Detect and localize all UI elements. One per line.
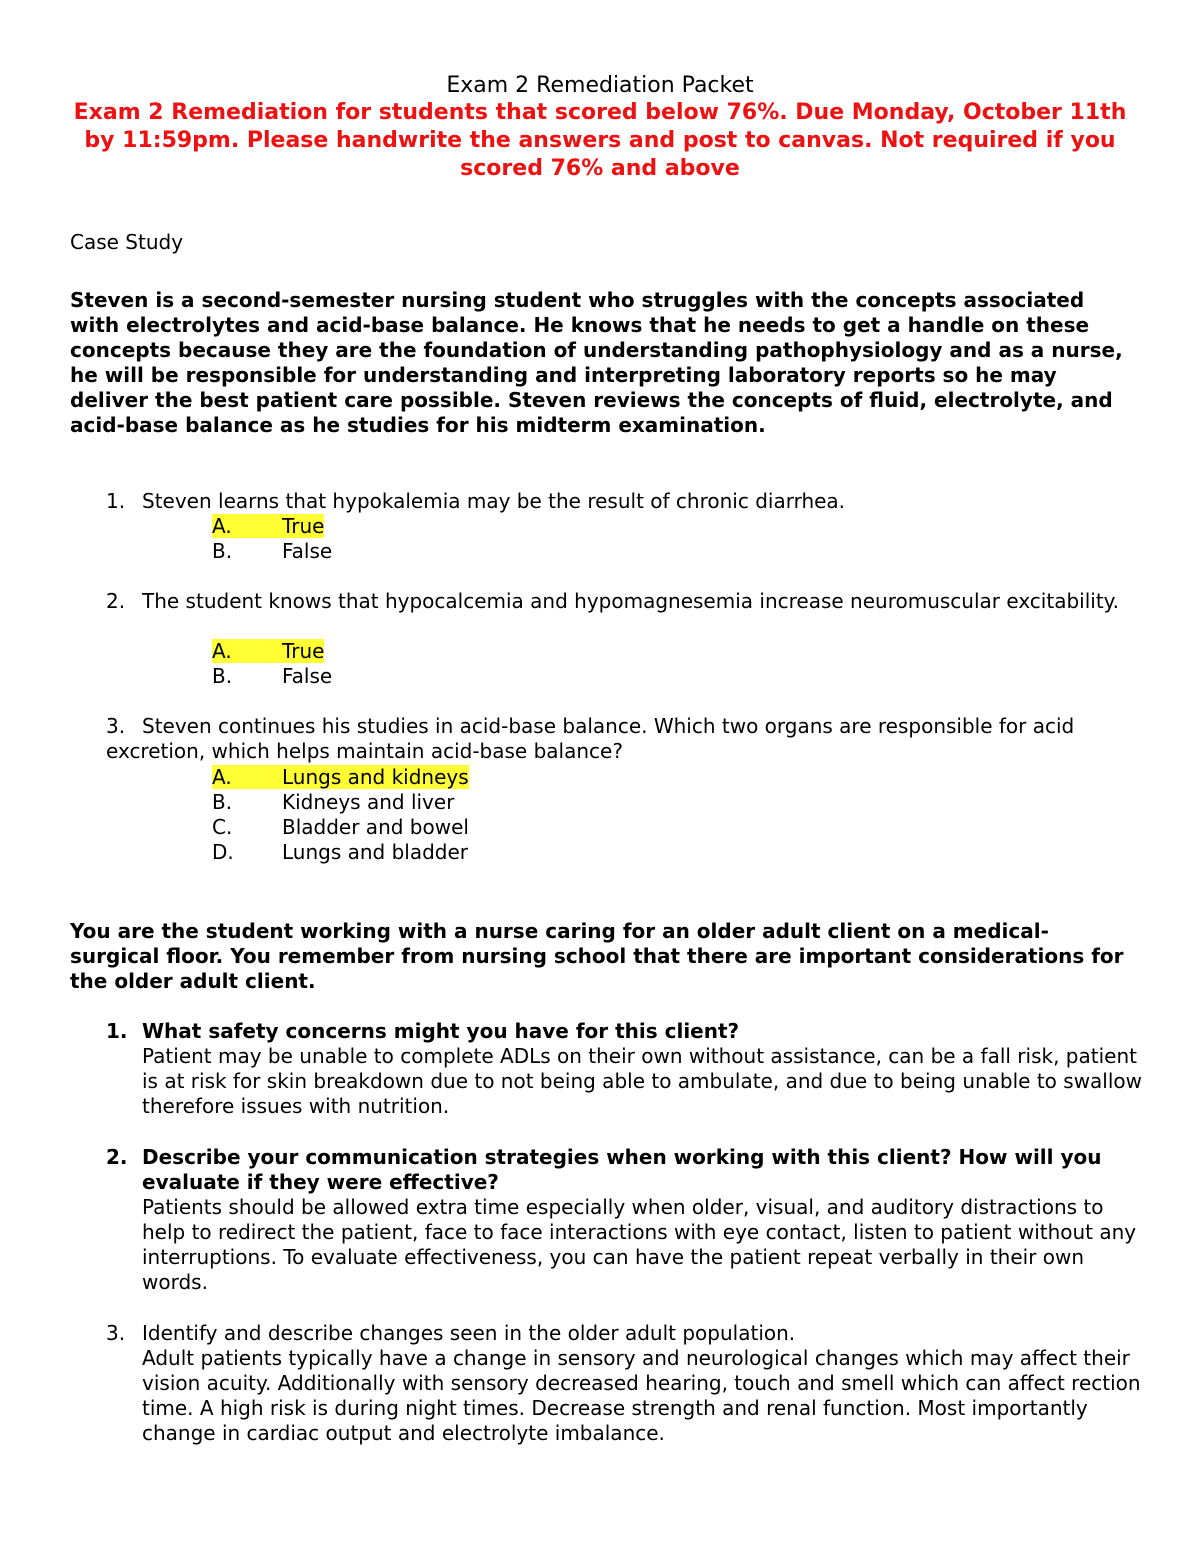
question-3-option-a	[212, 765, 469, 790]
question-3-option-d	[212, 840, 468, 865]
option-text: Kidneys and liver	[282, 790, 455, 814]
case-study-heading: Case Study	[70, 230, 184, 254]
remediation-notice: Exam 2 Remediation for students that scored below 76%. Due Monday, October 11th by 11:59pm. Please handwrite the answers and post to canvas. Not required if you scored 76% and above	[73, 100, 1127, 181]
question-1	[106, 489, 1136, 514]
question-number: 2.	[106, 589, 126, 613]
option-letter: B.	[212, 539, 233, 563]
question-2-option-b	[212, 664, 332, 689]
question-3	[106, 714, 1136, 764]
question-text: Steven learns that hypokalemia may be the result of chronic diarrhea.	[142, 489, 846, 513]
option-letter: A.	[212, 639, 232, 663]
option-letter: B.	[212, 790, 233, 814]
question-3-option-c	[212, 815, 469, 840]
case-study-intro: Steven is a second-semester nursing student who struggles with the concepts associated with electrolytes and acid-base balance. He knows that he needs to get a handle on these concepts because they are the foundation of understanding pathophysiology and as a nurse, he will be responsible for understanding and interpreting laboratory reports so he may deliver the best patient care possible. Steven reviews the concepts of fluid, electrolyte, and acid-base balance as he studies for his midterm examination.	[70, 288, 1123, 437]
question-number: 3.	[106, 714, 126, 738]
option-letter: C.	[212, 815, 233, 839]
option-text: True	[282, 639, 325, 663]
scenario-answer-1: Patient may be unable to complete ADLs on their own without assistance, can be a fall risk, patient is at risk for skin breakdown due to not being able to ambulate, and due to being unable to swallow therefore issues with nutrition.	[142, 1044, 1143, 1118]
option-letter: B.	[212, 664, 233, 688]
question-1-option-b	[212, 539, 332, 564]
option-letter: D.	[212, 840, 234, 864]
question-number: 1.	[106, 1019, 128, 1043]
question-2-option-a	[212, 639, 324, 664]
scenario-answer-2: Patients should be allowed extra time especially when older, visual, and auditory distractions to help to redirect the patient, face to face interactions with eye contact, listen to patient without any interruptions. To evaluate effectiveness, you can have the patient repeat verbally in their own words.	[142, 1195, 1137, 1294]
option-letter: A.	[212, 514, 232, 538]
question-number: 1.	[106, 489, 126, 513]
scenario-question-1	[106, 1019, 1136, 1044]
document-title: Exam 2 Remediation Packet	[446, 73, 754, 98]
question-number: 3.	[106, 1321, 126, 1345]
scenario-question-2	[106, 1145, 1136, 1195]
option-text: Lungs and kidneys	[282, 765, 469, 789]
scenario-question-3	[106, 1321, 1136, 1346]
question-2	[106, 589, 1136, 614]
option-text: False	[282, 539, 333, 563]
question-text: Describe your communication strategies when working with this client? How will you evaluate if they were effective?	[142, 1145, 1102, 1194]
scenario-answer-3: Adult patients typically have a change in sensory and neurological changes which may affect their vision acuity. Additionally with sensory decreased hearing, touch and smell which can affect rection time. A high risk is during night times. Decrease strength and renal function. Most importantly change in cardiac output and electrolyte imbalance.	[142, 1346, 1141, 1445]
option-letter: A.	[212, 765, 232, 789]
question-text: What safety concerns might you have for this client?	[142, 1019, 740, 1043]
question-1-option-a	[212, 514, 324, 539]
option-text: True	[282, 514, 325, 538]
scenario-intro: You are the student working with a nurse caring for an older adult client on a medical-surgical floor. You remember from nursing school that there are important considerations for the older adult client.	[70, 919, 1124, 993]
question-text: Identify and describe changes seen in the older adult population.	[142, 1321, 796, 1345]
option-text: False	[282, 664, 333, 688]
question-3-option-b	[212, 790, 454, 815]
option-text: Lungs and bladder	[282, 840, 469, 864]
question-text: Steven continues his studies in acid-base balance. Which two organs are responsible for acid excretion, which helps maintain acid-base balance?	[106, 714, 1075, 763]
question-text: The student knows that hypocalcemia and hypomagnesemia increase neuromuscular excitability.	[142, 589, 1120, 613]
question-number: 2.	[106, 1145, 128, 1169]
option-text: Bladder and bowel	[282, 815, 469, 839]
